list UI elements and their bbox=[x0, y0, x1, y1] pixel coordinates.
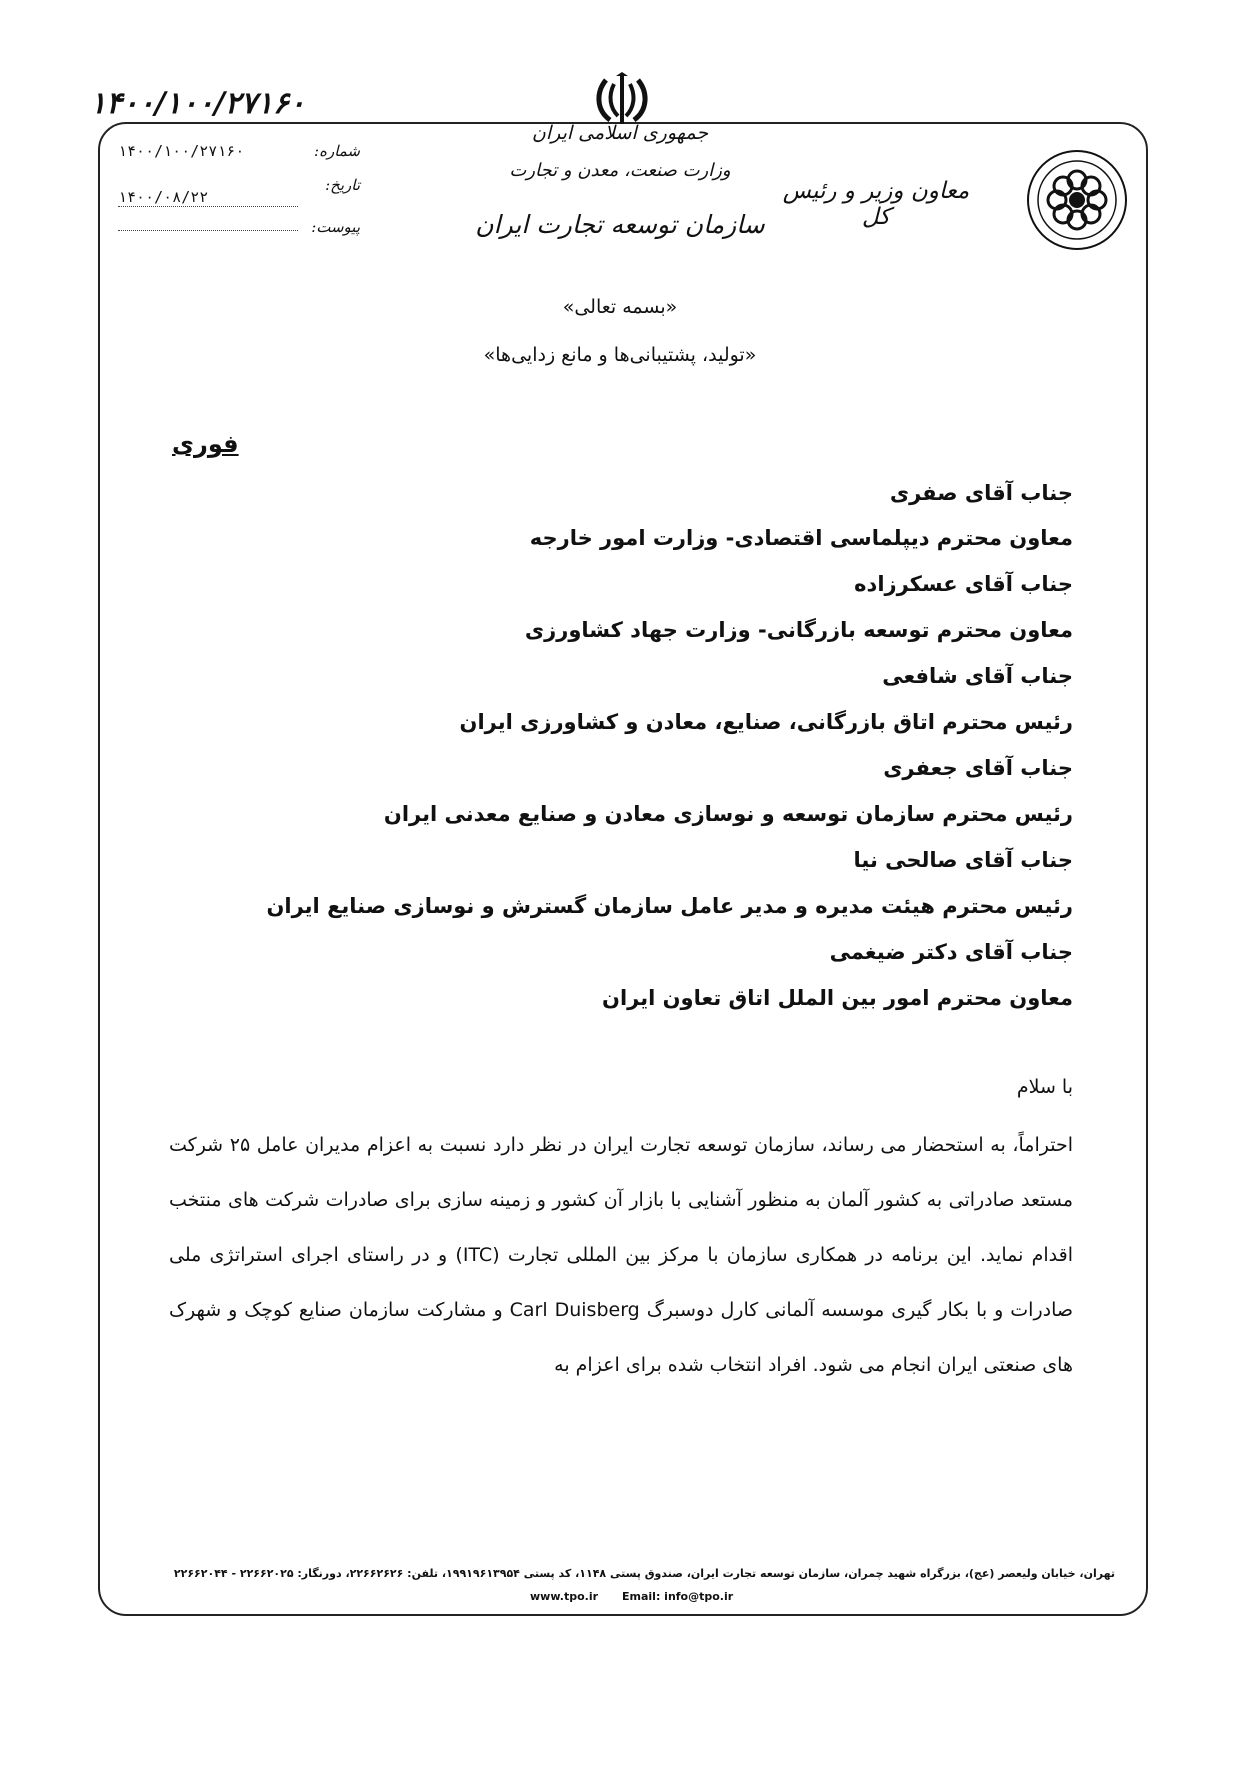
motto: «تولید، پشتیبانی‌ها و مانع زدایی‌ها» bbox=[483, 344, 757, 366]
recipient-line: جناب آقای شافعی bbox=[882, 664, 1073, 688]
recipient-line: رئیس محترم اتاق بازرگانی، صنایع، معادن و کشاورزی ایران bbox=[459, 710, 1073, 734]
recipient-line: رئیس محترم هیئت مدیره و مدیر عامل سازمان گسترش و نوسازی صنایع ایران bbox=[266, 894, 1073, 918]
number-value: ۱۴۰۰/۱۰۰/۲۷۱۶۰ bbox=[118, 142, 245, 160]
date-label: تاریخ: bbox=[325, 176, 360, 194]
header-country: جمهوری اسلامی ایران bbox=[531, 122, 709, 144]
urgent-mark: فوری bbox=[172, 430, 239, 458]
footer-website: www.tpo.ir bbox=[530, 1590, 599, 1603]
number-label: شماره: bbox=[314, 142, 360, 160]
recipient-line: جناب آقای صفری bbox=[889, 481, 1073, 505]
attachment-label: پیوست: bbox=[311, 218, 360, 236]
letter-body: احتراماً، به استحضار می رساند، سازمان توسعه تجارت ایران در نظر دارد نسبت به اعزام مدیران عامل ۲۵ شرکت مستعد صادراتی به کشور آلمان به منظور آشنایی با بازار آن کشور و زمینه سازی برای صادرات شرکت های منتخب اقدام نماید. این برنامه در همکاری سازمان با مرکز بین المللی تجارت (ITC) و در راستای اجرای استراتژی ملی صادرات و با بکار گیری موسسه آلمانی کارل دوسبرگ Carl Duisberg و مشارکت سازمان صنایع کوچک و شهرک های صنعتی ایران انجام می شود. افراد انتخاب شده برای اعزام به bbox=[169, 1134, 1074, 1376]
header-ministry: وزارت صنعت، معدن و تجارت bbox=[509, 160, 731, 181]
header-office: معاون وزیر و رئیس کل bbox=[782, 178, 970, 230]
recipient-line: معاون محترم امور بین الملل اتاق تعاون ایران bbox=[602, 986, 1073, 1010]
date-value: ۱۴۰۰/۰۸/۲۲ bbox=[118, 188, 209, 206]
header-organization: سازمان توسعه تجارت ایران bbox=[475, 210, 765, 239]
recipient-line: رئیس محترم سازمان توسعه و نوسازی معادن و صنایع معدنی ایران bbox=[383, 802, 1073, 826]
footer-email: Email: info@tpo.ir bbox=[622, 1590, 734, 1603]
recipient-line: جناب آقای عسکرزاده bbox=[854, 572, 1073, 596]
handwritten-letter-number: ۱۴۰۰/۱۰۰/۲۷۱۶۰ bbox=[90, 86, 306, 121]
attachment-dotted-line bbox=[118, 230, 298, 231]
national-emblem-icon bbox=[592, 72, 652, 128]
greeting: با سلام bbox=[1016, 1076, 1073, 1098]
recipient-line: جناب آقای صالحی نیا bbox=[853, 848, 1073, 872]
footer-address: تهران، خیابان ولیعصر (عج)، بزرگراه شهید چمران، سازمان توسعه تجارت ایران، صندوق پستی ۱۱۴۸، کد پستی ۱۹۹۱۹۶۱۳۹۵۴، تلفن: ۲۲۶۶۲۶۲۶، دورنگار: ۲۲۶۶۲۰۲۵ - ۲۲۶۶۲۰۴۴ bbox=[173, 1567, 1115, 1580]
recipient-line: جناب آقای دکتر ضیغمی bbox=[829, 940, 1073, 964]
recipient-line: معاون محترم دیپلماسی اقتصادی- وزارت امور خارجه bbox=[529, 526, 1073, 550]
date-dotted-line bbox=[118, 206, 298, 207]
tpo-logo-icon bbox=[1025, 148, 1129, 252]
bismillah: «بسمه تعالی» bbox=[562, 296, 678, 318]
recipient-line: معاون محترم توسعه بازرگانی- وزارت جهاد کشاورزی bbox=[524, 618, 1073, 642]
recipient-line: جناب آقای جعفری bbox=[883, 756, 1073, 780]
